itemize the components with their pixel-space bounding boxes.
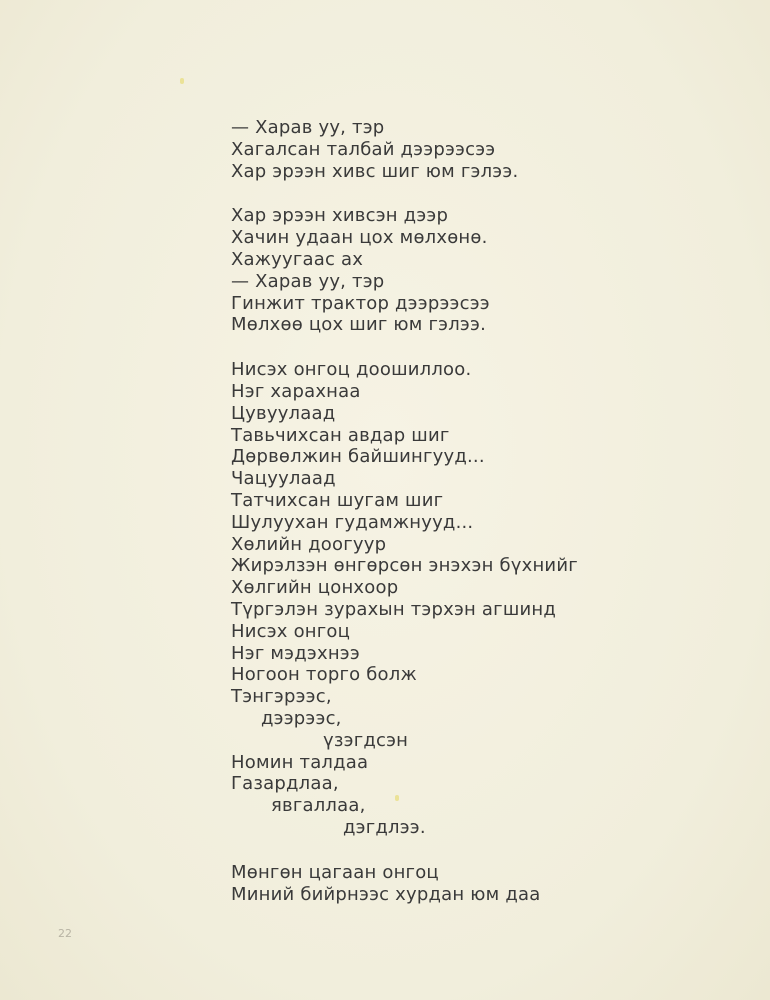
poem-line: Хөлийн доогуур xyxy=(231,533,387,555)
poem-line: Хачин удаан цох мөлхөнө. xyxy=(231,227,488,249)
poem-line: Хар эрээн хивсэн дээр xyxy=(231,205,449,227)
poem-line-indented: дэгдлээ. xyxy=(343,816,426,838)
poem-line: Нисэх онгоц доошиллоо. xyxy=(231,359,472,381)
poem-line: Татчихсан шугам шиг xyxy=(231,489,444,511)
stanza-2 xyxy=(231,205,731,336)
poem-line: Мөлхөө цох шиг юм гэлээ. xyxy=(231,314,487,336)
poem-line: Ногоон торго болж xyxy=(231,664,417,686)
poem-line: Тавьчихсан авдар шиг xyxy=(231,424,450,446)
poem-line-indented: дээрээс, xyxy=(261,707,342,729)
paper-speck xyxy=(180,78,184,84)
poem-line: Нисэх онгоц xyxy=(231,620,351,642)
poem-line: Мөнгөн цагаан онгоц xyxy=(231,861,439,883)
poem-line-indented: үзэгдсэн xyxy=(323,729,409,751)
stanza-3 xyxy=(231,359,731,839)
poem-line: Миний бийрнээс хурдан юм даа xyxy=(231,883,541,905)
poem-text xyxy=(231,117,731,905)
poem-line: Дөрвөлжин байшингууд... xyxy=(231,446,485,468)
poem-line: Нэг харахнаа xyxy=(231,380,361,402)
poem-line: — Харав уу, тэр xyxy=(231,117,385,138)
poem-line: — Харав уу, тэр xyxy=(231,270,385,292)
poem-line: Хөлгийн цонхоор xyxy=(231,577,399,599)
poem-line: Жирэлзэн өнгөрсөн энэхэн бүхнийг xyxy=(231,555,578,577)
poem-line: Чацуулаад xyxy=(231,468,336,490)
poem-line: Газардлаа, xyxy=(231,773,339,795)
stanza-1 xyxy=(231,117,731,182)
poem-line: Цувуулаад xyxy=(231,402,336,424)
page-number: 22 xyxy=(58,927,72,940)
poem-line: Хажуугаас ах xyxy=(231,248,364,270)
poem-line: Гинжит трактор дээрээсээ xyxy=(231,292,490,314)
poem-line-indented: явгаллаа, xyxy=(271,795,366,817)
poem-line: Түргэлэн зурахын тэрхэн агшинд xyxy=(231,598,556,620)
poem-line: Хар эрээн хивс шиг юм гэлээ. xyxy=(231,160,519,182)
stanza-4 xyxy=(231,862,731,906)
poem-line: Тэнгэрээс, xyxy=(231,686,332,708)
poem-line: Номин талдаа xyxy=(231,751,369,773)
poem-line: Нэг мэдэхнээ xyxy=(231,642,360,664)
poem-line: Шулуухан гудамжнууд... xyxy=(231,511,474,533)
poem-line: Хагалсан талбай дээрээсээ xyxy=(231,138,496,160)
